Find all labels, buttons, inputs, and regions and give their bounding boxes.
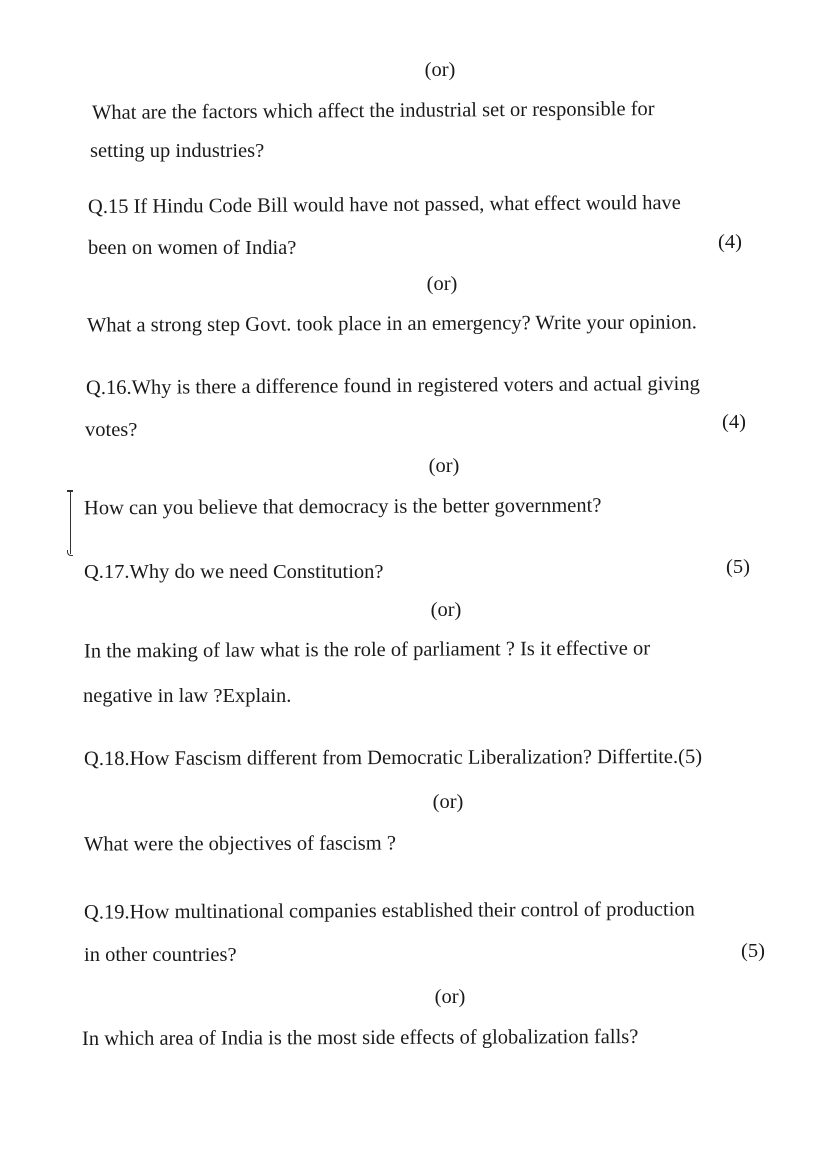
or-separator: (or) — [432, 791, 464, 813]
question-16-marks: (4) — [722, 411, 746, 433]
question-16-line-2: votes? — [85, 419, 138, 441]
or-separator: (or) — [434, 986, 466, 1008]
question-14-alternative-line-2: setting up industries? — [90, 140, 265, 162]
question-17-alternative-line-1: In the making of law what is the role of parliament ? Is it effective or — [83, 637, 651, 663]
question-19-alternative: In which area of India is the most side effects of globalization falls? — [81, 1026, 639, 1050]
question-15-line-1: Q.15 If Hindu Code Bill would have not passed, what effect would have — [87, 191, 681, 219]
question-16-alternative: How can you believe that democracy is the better government? — [83, 494, 602, 520]
question-16-line-1: Q.16.Why is there a difference found in registered voters and actual giving — [85, 372, 700, 400]
question-18-alternative: What were the objectives of fascism ? — [83, 832, 396, 856]
or-separator: (or) — [426, 273, 458, 295]
question-15-marks: (4) — [718, 231, 742, 253]
question-14-alternative-line-1: What are the factors which affect the industrial set or responsible for — [91, 98, 655, 124]
question-17-marks: (5) — [726, 556, 750, 578]
question-19-marks: (5) — [741, 940, 765, 962]
or-separator: (or) — [430, 599, 462, 621]
question-19-line-2: in other countries? — [84, 944, 237, 966]
margin-bracket-mark — [70, 492, 74, 554]
question-15-line-2: been on women of India? — [88, 237, 297, 259]
or-separator: (or) — [428, 455, 460, 477]
question-15-alternative: What a strong step Govt. took place in an emergency? Write your opinion. — [86, 311, 697, 337]
question-19-line-1: Q.19.How multinational companies established their control of production — [83, 898, 695, 924]
question-18-line-1: Q.18.How Fascism different from Democratic Liberalization? Differtite.(5) — [83, 745, 703, 771]
question-17-line-1: Q.17.Why do we need Constitution? — [84, 561, 384, 583]
question-17-alternative-line-2: negative in law ?Explain. — [83, 685, 292, 707]
or-separator: (or) — [424, 59, 456, 81]
